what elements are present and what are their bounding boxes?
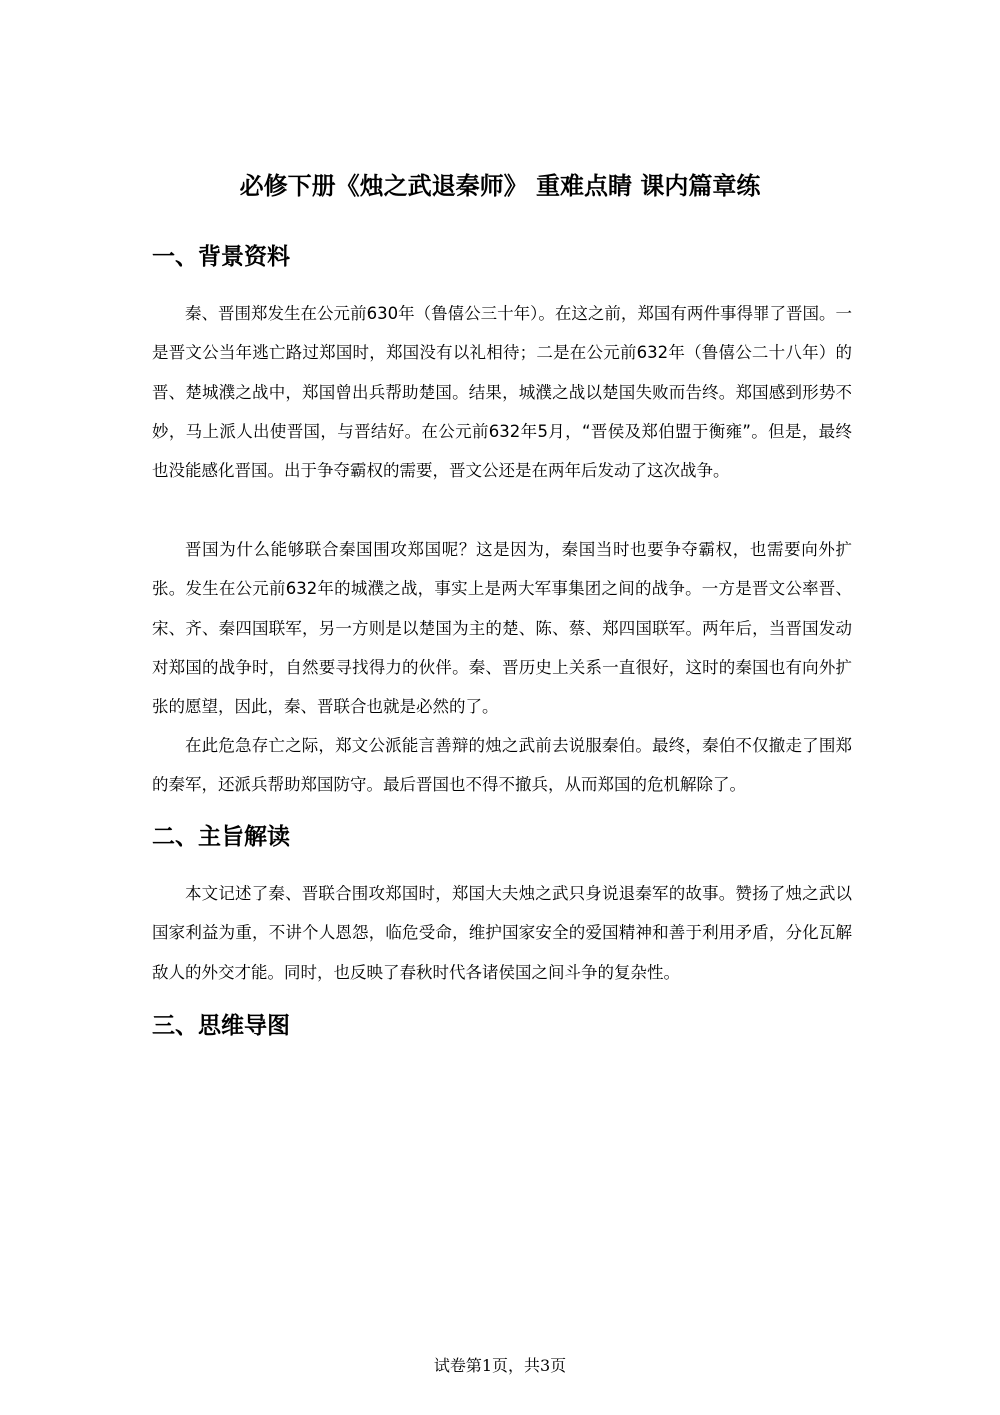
background-paragraph-2: 晋国为什么能够联合秦国围攻郑国呢？这是因为，秦国当时也要争夺霸权，也需要向外扩张。发生在公元前632年的城濮之战，事实上是两大军事集团之间的战争。一方是晋文公率晋、宋、齐、秦四国联军，另一方则是以楚国为主的楚、陈、蔡、郑四国联军。两年后，当晋国发动对郑国的战争时，自然要寻找得力的伙伴。秦、晋历史上关系一直很好，这时的秦国也有向外扩张的愿望，因此，秦、晋联合也就是必然的了。	[152, 540, 852, 717]
document-title: 必修下册《烛之武退秦师》 重难点睛 课内篇章练	[239, 172, 761, 200]
section-heading-theme: 二、主旨解读	[152, 824, 290, 850]
background-paragraph-1: 秦、晋围郑发生在公元前630年（鲁僖公三十年）。在这之前，郑国有两件事得罪了晋国。一是晋文公当年逃亡路过郑国时，郑国没有以礼相待；二是在公元前632年（鲁僖公二十八年）的晋、楚城濮之战中，郑国曾出兵帮助楚国。结果，城濮之战以楚国失败而告终。郑国感到形势不妙，马上派人出使晋国，与晋结好。在公元前632年5月，“晋侯及郑伯盟于衡雍”。但是，最终也没能感化晋国。出于争夺霸权的需要，晋文公还是在两年后发动了这次战争。	[152, 304, 852, 481]
background-paragraph-3: 在此危急存亡之际，郑文公派能言善辩的烛之武前去说服秦伯。最终，秦伯不仅撤走了围郑的秦军，还派兵帮助郑国防守。最后晋国也不得不撤兵，从而郑国的危机解除了。	[152, 736, 852, 795]
theme-paragraph: 本文记述了秦、晋联合围攻郑国时，郑国大夫烛之武只身说退秦军的故事。赞扬了烛之武以国家利益为重，不讲个人恩怨，临危受命，维护国家安全的爱国精神和善于利用矛盾，分化瓦解敌人的外交才能。同时，也反映了春秋时代各诸侯国之间斗争的复杂性。	[152, 884, 852, 982]
section-heading-mindmap: 三、思维导图	[152, 1013, 290, 1039]
section-heading-background: 一、背景资料	[152, 244, 290, 270]
page-footer: 试卷第1页，共3页	[433, 1356, 567, 1375]
